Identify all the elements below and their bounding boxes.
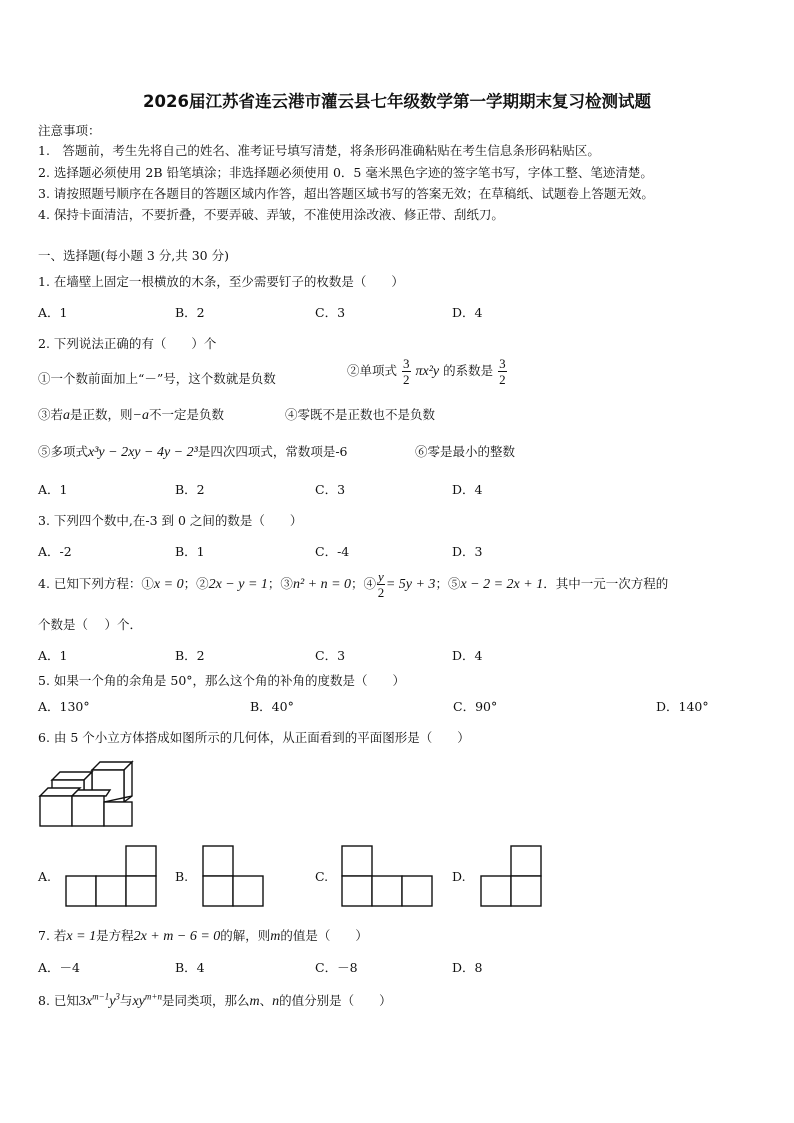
q2-statement-2 [347, 357, 508, 386]
q7-equation: 2x + m − 6 = 0 [133, 929, 221, 944]
q7-option-a: A．－4 [38, 960, 80, 975]
q7-variable: m [270, 929, 281, 944]
q4-equation-1: x = 0 [153, 577, 184, 592]
q2-statement-1: ①一个数前面加上“－”号，这个数就是负数 [38, 371, 276, 386]
q3-option-a: A．-2 [38, 544, 72, 559]
q1-option-a: A．1 [38, 305, 68, 320]
q8-sep: 、 [259, 993, 273, 1008]
q4-stem-b: ．其中一元一次方程的 [543, 576, 669, 591]
q3-option-d: D．3 [452, 544, 483, 559]
q2-s5-text: ⑤多项式 [38, 444, 89, 459]
q7-option-d: D．8 [452, 960, 483, 975]
q7-stem-b: 是方程 [96, 928, 134, 943]
q7-condition: x = 1 [66, 929, 97, 944]
q2-s2-fraction: $\frac{3}{2}$ [403, 356, 410, 387]
q2-s2-text: ②单项式 [347, 363, 398, 378]
q5-option-b: B．40° [250, 699, 294, 714]
section-heading: 一、选择题(每小题 3 分,共 30 分) [38, 248, 229, 263]
q4-equation-4: = 5y + 3 [385, 577, 436, 592]
q4-equation-5: x − 2 = 2x + 1 [460, 577, 544, 592]
q6-option-c: C. [315, 869, 329, 884]
q3-stem: 3. 下列四个数中,在-3 到 0 之间的数是（ ） [38, 513, 303, 528]
q6-option-c-figure [340, 844, 434, 908]
q4-sep-2: ；② [183, 576, 209, 591]
q5-option-d: D．140° [656, 699, 709, 714]
q6-option-d-figure [479, 844, 543, 908]
q2-s5-expression: x³y − 2xy − 4y − 2³ [88, 445, 198, 460]
q4-sep-5: ；⑤ [435, 576, 461, 591]
q6-option-b-figure [201, 844, 265, 908]
q5-option-c: C．90° [453, 699, 498, 714]
notice-item-1: 1. 答题前，考生先将自己的姓名、准考证号填写清楚，将条形码准确粘贴在考生信息条形码粘贴区。 [38, 143, 600, 158]
q2-statement-5 [38, 442, 348, 461]
q4-equation-3: n² + n = 0 [292, 577, 352, 592]
q7-option-b: B．4 [175, 960, 205, 975]
q2-option-b: B．2 [175, 482, 205, 497]
q8-term-2: $xy^{m+n}$ [132, 991, 162, 1009]
q4-option-a: A．1 [38, 648, 68, 663]
q1-option-b: B．2 [175, 305, 205, 320]
q2-s5-text-b: 是四次四项式，常数项是-6 [197, 444, 348, 459]
q3-option-c: C．-4 [315, 544, 350, 559]
q2-statement-3 [38, 405, 224, 424]
q2-s2-text-b: 的系数是 [443, 363, 494, 378]
q8-term-1: $3x^{m-1}y^3$ [78, 991, 120, 1009]
q8-stem-a: 8. 已知 [38, 993, 79, 1008]
q2-s2-expression: πx²y [415, 364, 440, 379]
q4-sep-3: ；③ [267, 576, 293, 591]
notice-item-4: 4. 保持卡面清洁，不要折叠，不要弄破、弄皱，不准使用涂改液、修正带、刮纸刀。 [38, 207, 504, 222]
q6-stem: 6. 由 5 个小立方体搭成如图所示的几何体，从正面看到的平面图形是（ ） [38, 730, 470, 745]
q7-stem [38, 926, 368, 945]
q2-s3-text-c: 不一定是负数 [148, 407, 224, 422]
q2-option-c: C．3 [315, 482, 346, 497]
q6-solid-figure [38, 760, 138, 828]
q8-stem-c: 是同类项，那么 [161, 993, 250, 1008]
q1-stem: 1. 在墙壁上固定一根横放的木条，至少需要钉子的枚数是（ ） [38, 274, 404, 289]
q8-stem-b: 与 [119, 993, 133, 1008]
q4-option-d: D．4 [452, 648, 483, 663]
q2-s3-var: a [63, 408, 71, 423]
q4-equation-2: 2x − y = 1 [208, 577, 268, 592]
q2-option-a: A．1 [38, 482, 68, 497]
q7-stem-c: 的解，则 [220, 928, 271, 943]
q2-s3-text: ③若 [38, 407, 64, 422]
q1-option-c: C．3 [315, 305, 346, 320]
q4-equation-4-fraction: $\frac{y}{2}$ [377, 569, 385, 600]
notice-item-2: 2. 选择题必须使用 2B 铅笔填涂；非选择题必须使用 0．5 毫米黑色字迹的签字笔书写，字体工整、笔迹清楚。 [38, 165, 653, 180]
notice-heading: 注意事项： [38, 123, 101, 138]
page-title: 2026届江苏省连云港市灌云县七年级数学第一学期期末复习检测试题 [143, 92, 651, 111]
q2-statement-4: ④零既不是正数也不是负数 [285, 407, 436, 422]
q6-option-b: B. [175, 869, 189, 884]
q6-option-a: A. [38, 869, 52, 884]
q8-stem-d: 的值分别是（ ） [279, 993, 392, 1008]
q8-var-m: m [249, 994, 260, 1009]
q8-stem [38, 991, 392, 1010]
q6-option-d: D. [452, 869, 466, 884]
notice-item-3: 3. 请按照题号顺序在各题目的答题区域内作答，超出答题区域书写的答案无效；在草稿纸、试题卷上答题无效。 [38, 186, 654, 201]
q7-stem-a: 7. 若 [38, 928, 67, 943]
q5-stem: 5. 如果一个角的余角是 50°，那么这个角的补角的度数是（ ） [38, 673, 406, 688]
q2-s3-neg: −a [132, 408, 149, 423]
q4-option-b: B．2 [175, 648, 205, 663]
q2-option-d: D．4 [452, 482, 483, 497]
q4-sep-4: ；④ [351, 576, 377, 591]
q5-option-a: A．130° [38, 699, 90, 714]
q8-var-n: n [272, 994, 280, 1009]
q3-option-b: B．1 [175, 544, 205, 559]
q2-stem: 2. 下列说法正确的有（ ）个 [38, 336, 217, 351]
q2-s3-text-b: 是正数，则 [70, 407, 133, 422]
q4-stem [38, 570, 668, 599]
q7-option-c: C．－8 [315, 960, 358, 975]
q2-s2-fraction-2: $\frac{3}{2}$ [499, 356, 506, 387]
q6-option-a-figure [64, 844, 158, 908]
q7-stem-d: 的值是（ ） [280, 928, 368, 943]
q1-option-d: D．4 [452, 305, 483, 320]
q4-stem-line-2: 个数是（ ）个． [38, 617, 142, 632]
q2-statement-6: ⑥零是最小的整数 [415, 444, 516, 459]
q4-option-c: C．3 [315, 648, 346, 663]
q4-stem-a: 4. 已知下列方程：① [38, 576, 154, 591]
